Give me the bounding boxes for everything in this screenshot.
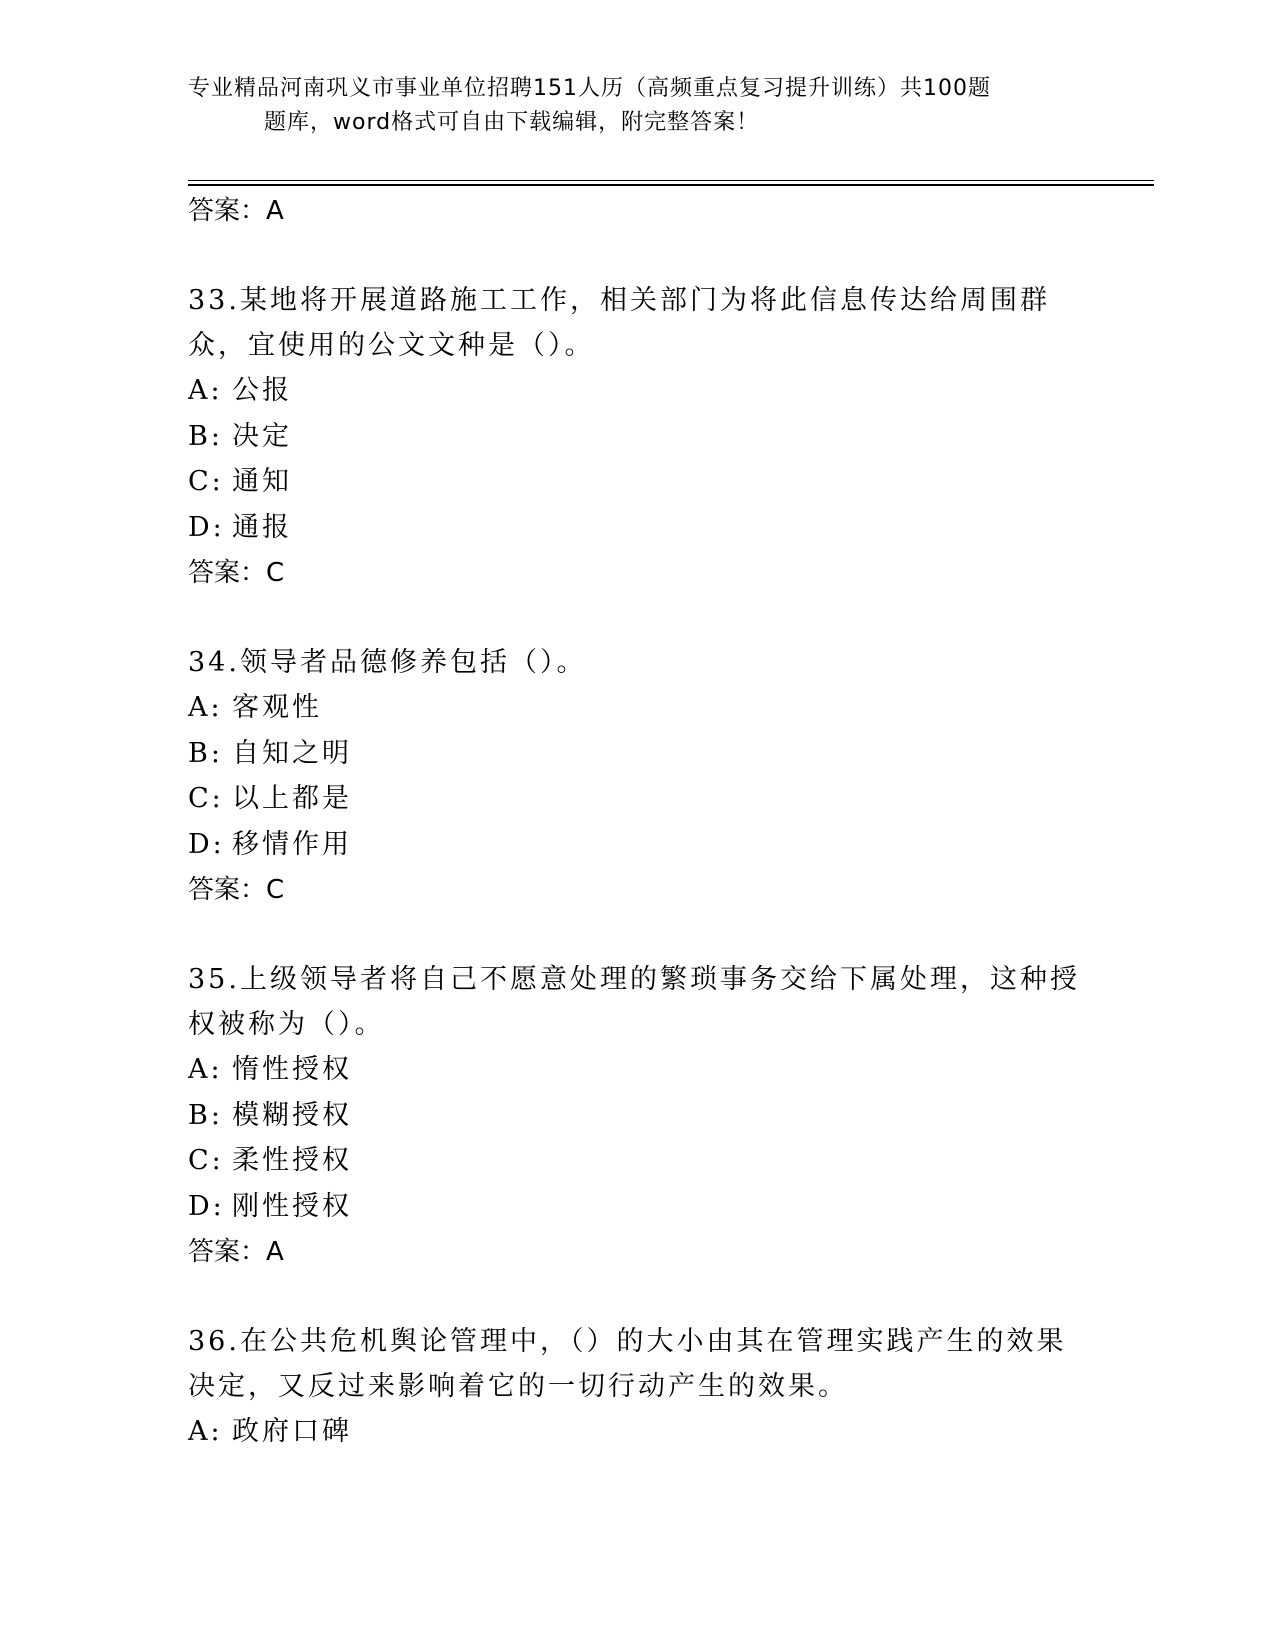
option-b — [188, 1093, 1088, 1139]
answer-line: 答案：A — [188, 196, 284, 226]
option-c — [188, 1138, 1088, 1184]
option-text: 柔性授权 — [232, 1145, 352, 1176]
option-a — [188, 368, 1088, 414]
option-b — [188, 414, 1088, 460]
question-stem: 35.上级领导者将自己不愿意处理的繁琐事务交给下属处理，这种授权被称为（）。 — [188, 964, 1080, 1040]
answer-line: 答案：C — [188, 558, 285, 588]
option-text: 通知 — [232, 466, 292, 497]
question-36 — [188, 1319, 1088, 1455]
header-title-line-2: 题库，word格式可自由下载编辑，附完整答案！ — [264, 110, 760, 135]
answer-line: 答案：C — [188, 875, 285, 905]
option-letter: C: — [188, 1145, 224, 1176]
option-letter: A: — [188, 1416, 223, 1447]
option-text: 惰性授权 — [232, 1054, 352, 1085]
option-text: 公报 — [232, 375, 292, 406]
option-a — [188, 685, 1088, 731]
option-text: 移情作用 — [232, 828, 352, 860]
option-letter: B: — [188, 1099, 223, 1131]
option-text: 客观性 — [232, 692, 322, 723]
option-d — [188, 505, 1088, 551]
question-stem: 36.在公共危机舆论管理中，（）的大小由其在管理实践产生的效果决定，又反过来影响着它的一切行动产生的效果。 — [188, 1326, 1067, 1402]
option-text: 决定 — [232, 420, 292, 452]
option-c — [188, 776, 1088, 822]
option-d — [188, 1184, 1088, 1230]
option-text: 自知之明 — [232, 737, 352, 769]
option-text: 刚性授权 — [232, 1190, 352, 1222]
option-letter: B: — [188, 420, 223, 452]
option-text: 模糊授权 — [232, 1099, 352, 1131]
option-b — [188, 731, 1088, 777]
option-letter: C: — [188, 466, 224, 497]
header-divider-thick — [188, 184, 1154, 186]
option-d — [188, 822, 1088, 868]
question-33 — [188, 278, 1088, 596]
question-stem: 33.某地将开展道路施工工作，相关部门为将此信息传达给周围群众，宜使用的公文文种是（）。 — [188, 285, 1050, 361]
header-title-line-1: 专业精品河南巩义市事业单位招聘151人历（高频重点复习提升训练）共100题 — [188, 76, 991, 101]
option-letter: D: — [188, 1190, 225, 1222]
page-header — [188, 72, 1068, 140]
option-text: 政府口碑 — [232, 1416, 352, 1447]
option-letter: D: — [188, 828, 225, 860]
document-body — [188, 188, 1088, 1455]
question-34 — [188, 640, 1088, 913]
answer-line: 答案：A — [188, 1237, 284, 1267]
header-divider-thin — [188, 180, 1154, 181]
option-letter: D: — [188, 511, 225, 543]
option-letter: B: — [188, 737, 223, 769]
question-stem: 34.领导者品德修养包括（）。 — [188, 647, 587, 678]
option-letter: C: — [188, 783, 224, 814]
option-letter: A: — [188, 375, 223, 406]
option-text: 通报 — [232, 511, 292, 543]
option-a — [188, 1047, 1088, 1093]
option-letter: A: — [188, 692, 223, 723]
option-letter: A: — [188, 1054, 223, 1085]
question-35 — [188, 957, 1088, 1275]
option-c — [188, 459, 1088, 505]
option-text: 以上都是 — [232, 783, 352, 814]
option-a — [188, 1409, 1088, 1455]
